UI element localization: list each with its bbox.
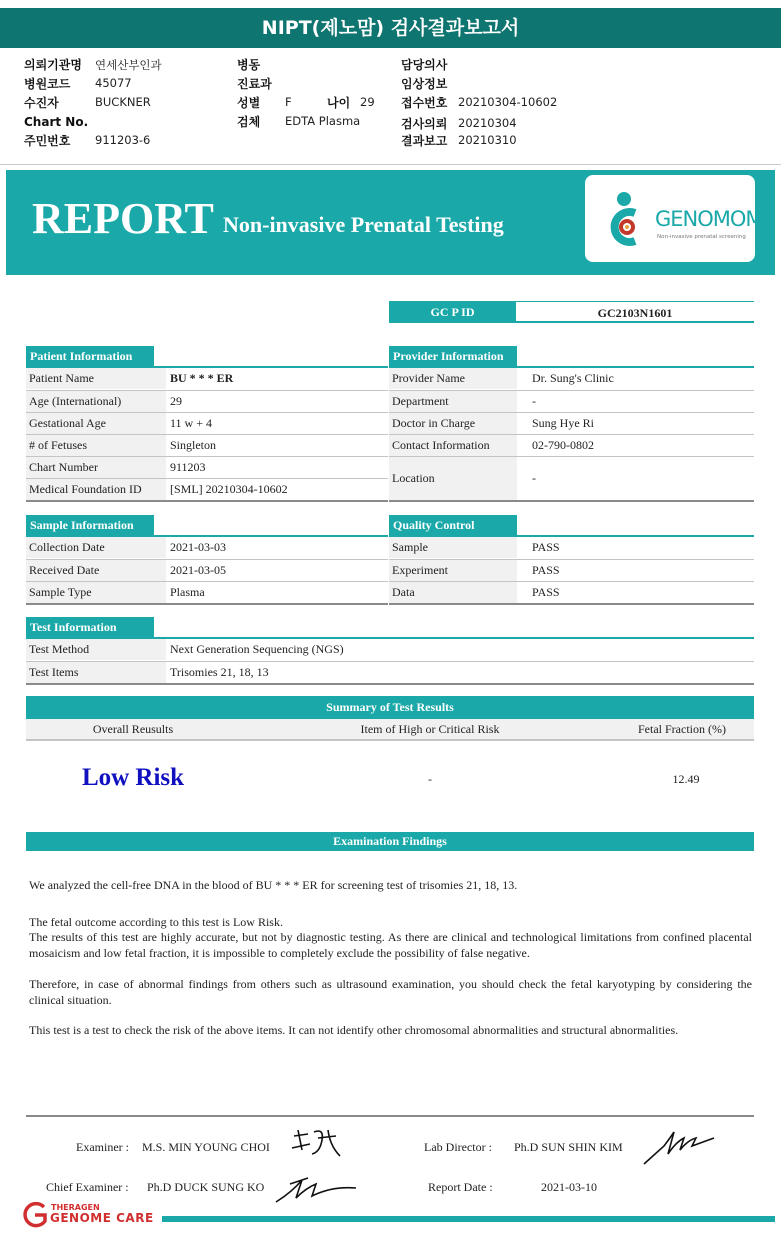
header-label: 임상정보 — [401, 77, 448, 91]
header-label: 검사의뢰 — [401, 117, 448, 131]
chief-examiner-signature — [272, 1172, 362, 1206]
qc-experiment-label: Experiment — [389, 560, 517, 581]
header-info — [0, 52, 781, 162]
header-label: 의뢰기관명 — [24, 58, 82, 72]
chief-examiner-label: Chief Examiner : — [46, 1180, 129, 1194]
lab-director-signature — [640, 1124, 720, 1168]
location-value: - — [532, 471, 536, 485]
header-label: 담당의사 — [401, 58, 448, 72]
lab-director-label: Lab Director : — [424, 1140, 492, 1154]
header-label: 진료과 — [237, 77, 272, 91]
patient-name-label: Patient Name — [26, 368, 166, 389]
sample-info-table — [26, 515, 388, 605]
header-value: BUCKNER — [95, 95, 151, 109]
contact-value: 02-790-0802 — [532, 438, 594, 452]
footer-brand-top: THERAGEN — [51, 1203, 100, 1212]
header-label: 병원코드 — [24, 77, 71, 91]
theragen-logo-icon — [20, 1201, 50, 1229]
qc-experiment-value: PASS — [532, 563, 560, 577]
test-info-heading: Test Information — [26, 617, 154, 637]
findings-paragraph: Therefore, in case of abnormal findings from others such as ultrasound examination, you should check the fetal karyotyping by considering the clinical situation. — [29, 977, 752, 1007]
table-bottom-rule — [26, 603, 388, 605]
footer-brand-bottom: GENOME CARE — [50, 1211, 154, 1225]
header-label: Chart No. — [24, 115, 89, 129]
header-value: 45077 — [95, 76, 132, 90]
table-bottom-rule — [389, 603, 754, 605]
contact-label: Contact Information — [389, 435, 517, 456]
header-value: 29 — [360, 95, 375, 109]
logo-tagline: Non-invasive prenatal screening — [657, 234, 746, 240]
table-bottom-rule — [26, 500, 388, 502]
genomom-emblem-icon — [605, 189, 649, 249]
test-method-label: Test Method — [26, 639, 166, 660]
chart-number-value: 911203 — [170, 460, 206, 474]
gestational-age-value: 11 w + 4 — [170, 416, 212, 430]
qc-data-value: PASS — [532, 585, 560, 599]
examiner-label: Examiner : — [76, 1140, 129, 1154]
header-value: EDTA Plasma — [285, 114, 361, 128]
header-value: 20210304-10602 — [458, 95, 558, 109]
provider-name-value: Dr. Sung's Clinic — [532, 371, 614, 385]
header-label: 나이 — [327, 96, 351, 110]
examiner-signature — [288, 1124, 348, 1164]
received-date-value: 2021-03-05 — [170, 563, 226, 577]
chart-number-label: Chart Number — [26, 457, 166, 478]
received-date-label: Received Date — [26, 560, 166, 581]
qc-sample-label: Sample — [389, 537, 517, 558]
risk-item-value: - — [428, 772, 432, 786]
location-label: Location — [389, 457, 517, 500]
findings-heading: Examination Findings — [26, 832, 754, 851]
report-date-label: Report Date : — [428, 1180, 493, 1194]
findings-paragraph: This test is a test to check the risk of the above items. It can not identify other chromosomal abnormalities and structural abnormalities. — [29, 1023, 679, 1037]
sample-type-label: Sample Type — [26, 582, 166, 603]
provider-info-table — [389, 346, 754, 502]
overall-results-header: Overall Reusults — [92, 722, 174, 736]
banner-report-text: REPORT — [32, 194, 214, 243]
header-label: 성별 — [237, 96, 261, 110]
sample-info-heading: Sample Information — [26, 515, 154, 535]
collection-date-value: 2021-03-03 — [170, 540, 226, 554]
age-value: 29 — [170, 394, 182, 408]
patient-info-table — [26, 346, 388, 502]
collection-date-label: Collection Date — [26, 537, 166, 558]
test-items-label: Test Items — [26, 662, 166, 683]
header-value: F — [285, 95, 292, 109]
lab-director-name: Ph.D SUN SHIN KIM — [514, 1140, 623, 1154]
header-label: 결과보고 — [401, 134, 448, 148]
header-value: 20210304 — [458, 116, 517, 130]
overall-result-value: Low Risk — [81, 764, 185, 791]
qc-data-label: Data — [389, 582, 517, 603]
header-value: 20210310 — [458, 133, 517, 147]
banner-subtitle: Non-invasive Prenatal Testing — [223, 212, 504, 237]
table-bottom-rule — [389, 500, 754, 502]
test-info-table — [26, 617, 754, 685]
quality-control-table — [389, 515, 754, 605]
findings-paragraph: We analyzed the cell-free DNA in the blood of BU * * * ER for screening test of trisomies 21, 18, 13. — [29, 878, 518, 892]
medical-foundation-value: [SML] 20210304-10602 — [170, 482, 288, 496]
doctor-value: Sung Hye Ri — [532, 416, 595, 430]
doctor-label: Doctor in Charge — [389, 413, 517, 434]
provider-info-heading: Provider Information — [389, 346, 517, 366]
genomom-logo — [585, 175, 763, 262]
department-label: Department — [389, 391, 517, 412]
gestational-age-label: Gestational Age — [26, 413, 166, 434]
sample-type-value: Plasma — [170, 585, 205, 599]
patient-info-heading: Patient Information — [26, 346, 154, 366]
test-method-value: Next Generation Sequencing (NGS) — [170, 642, 344, 656]
risk-item-header: Item of High or Critical Risk — [360, 722, 500, 736]
report-date-value: 2021-03-10 — [541, 1180, 597, 1194]
quality-control-heading: Quality Control — [389, 515, 517, 535]
footer-bar — [162, 1216, 775, 1222]
header-value: 911203-6 — [95, 133, 151, 147]
header-divider — [0, 164, 781, 165]
qc-sample-value: PASS — [532, 540, 560, 554]
provider-name-label: Provider Name — [389, 368, 517, 389]
summary-heading: Summary of Test Results — [26, 696, 754, 719]
patient-name-value: BU * * * ER — [170, 371, 234, 385]
header-label: 주민번호 — [24, 134, 71, 148]
fetal-fraction-header: Fetal Fraction (%) — [638, 722, 726, 736]
report-title: NIPT(제노맘) 검사결과보고서 — [0, 8, 781, 48]
examiner-name: M.S. MIN YOUNG CHOI — [142, 1140, 270, 1154]
header-label: 검체 — [237, 115, 261, 129]
fetal-fraction-value: 12.49 — [672, 772, 700, 786]
findings-paragraph: The results of this test are highly accurate, but not by diagnostic testing. As there are clinical and technological limitations from confined placental mosaicism and low fetal fraction, it is impossible to completely exclude the possibility of false negative. — [29, 930, 752, 960]
header-label: 접수번호 — [401, 96, 448, 110]
fetuses-value: Singleton — [170, 438, 217, 452]
header-label: 병동 — [237, 58, 261, 72]
age-label: Age (International) — [26, 391, 166, 412]
fetuses-label: # of Fetuses — [26, 435, 166, 456]
chief-examiner-name: Ph.D DUCK SUNG KO — [147, 1180, 265, 1194]
test-items-value: Trisomies 21, 18, 13 — [170, 665, 269, 679]
medical-foundation-label: Medical Foundation ID — [26, 479, 166, 500]
header-value: 연세산부인과 — [95, 58, 162, 72]
findings-paragraph: The fetal outcome according to this test is Low Risk. — [29, 915, 283, 929]
logo-text: GENOMOM — [655, 207, 763, 231]
department-value: - — [532, 394, 536, 408]
gcp-id-label: GC P ID — [389, 301, 516, 323]
gcp-id-value: GC2103N1601 — [516, 301, 754, 323]
header-label: 수진자 — [24, 96, 59, 110]
signature-divider — [26, 1115, 754, 1117]
table-bottom-rule — [26, 683, 754, 685]
